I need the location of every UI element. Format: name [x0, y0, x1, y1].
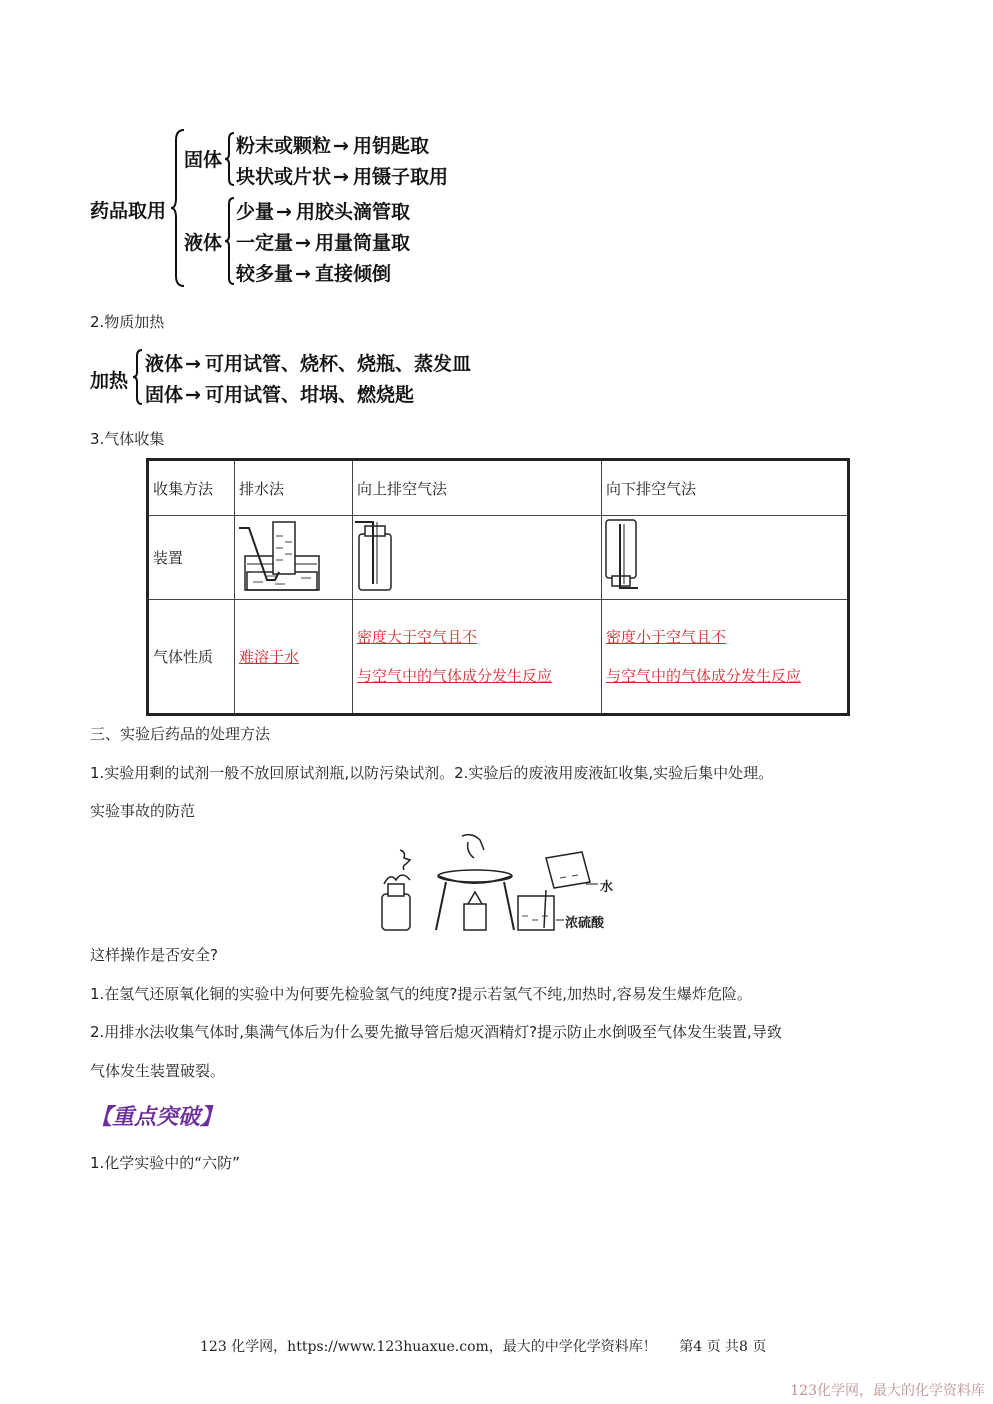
key-points-heading: 【重点突破】 — [90, 1105, 223, 1130]
downward-air-svg — [602, 516, 843, 595]
water-property: 难溶于水 — [239, 648, 300, 666]
arrow-icon: → — [295, 263, 311, 285]
liquid-label: 液体 — [184, 232, 223, 254]
safety-q2-line1: 2.用排水法收集气体时,集满气体后为什么要先撤导管后熄灭酒精灯?提示防止水倒吸至气体发生装置,导致 — [90, 1023, 782, 1041]
table-row-header — [148, 460, 849, 516]
solid-item-2: 块状或片状 → 用镊子取用 — [236, 166, 448, 188]
liquid-item-2: 一定量 → 用量筒量取 — [236, 232, 410, 254]
accident-figure — [376, 830, 626, 934]
arrow-icon: → — [295, 232, 311, 254]
solid-item-1: 粉末或颗粒 → 用钥匙取 — [236, 135, 429, 157]
liquid-item-3: 较多量 → 直接倾倒 — [236, 263, 391, 285]
upward-air-diagram — [353, 516, 602, 600]
key-points-item1: 1.化学实验中的“六防” — [90, 1154, 240, 1172]
arrow-icon: → — [333, 135, 349, 157]
solid-label: 固体 — [184, 149, 223, 171]
up-property-cell — [353, 600, 602, 715]
property-label: 气体性质 — [148, 600, 235, 715]
table-row-device — [148, 516, 849, 600]
liquid-brace — [224, 196, 236, 286]
down-property-cell — [602, 600, 849, 715]
water-displacement-svg — [235, 516, 350, 595]
safety-q2-line2: 气体发生装置破裂。 — [90, 1062, 226, 1080]
down-property-line2: 与空气中的气体成分发生反应 — [606, 666, 802, 685]
heating-brace — [132, 348, 144, 406]
solid-brace — [224, 131, 236, 187]
table-row-property — [148, 600, 849, 715]
header-cell: 收集方法 — [148, 460, 235, 516]
down-property-line1: 密度小于空气且不 — [606, 627, 727, 646]
arrow-icon: → — [185, 353, 201, 375]
gas-section-title: 3.气体收集 — [90, 430, 165, 448]
header-cell: 向上排空气法 — [353, 460, 602, 516]
heating-section-title: 2.物质加热 — [90, 313, 165, 331]
water-property-cell — [235, 600, 353, 715]
heating-item-solid: 固体 → 可用试管、坩埚、燃烧匙 — [145, 384, 414, 406]
arrow-icon: → — [333, 166, 349, 188]
label-concentrated-sulfuric-acid: 浓硫酸 — [565, 916, 605, 931]
heating-root: 加热 — [90, 370, 129, 392]
label-water: 水 — [600, 880, 614, 895]
drug-taking-root: 药品取用 — [90, 200, 167, 222]
watermark: 123化学网，最大的化学资料库 — [790, 1383, 985, 1399]
liquid-item-1: 少量 → 用胶头滴管取 — [236, 201, 410, 223]
section3-title: 三、实验后药品的处理方法 — [90, 725, 271, 743]
footer-text: 123 化学网，https://www.123huaxue.com，最大的中学化学资料库！ — [200, 1339, 657, 1355]
header-cell: 向下排空气法 — [602, 460, 849, 516]
upward-air-svg — [353, 516, 597, 595]
up-property-line1: 密度大于空气且不 — [357, 627, 478, 646]
arrow-icon: → — [276, 201, 292, 223]
page-footer — [200, 1336, 766, 1356]
gas-collection-table — [146, 458, 850, 716]
arrow-icon: → — [185, 384, 201, 406]
up-property-line2: 与空气中的气体成分发生反应 — [357, 666, 553, 685]
water-displacement-diagram — [235, 516, 353, 600]
section3-text: 1.实验用剩的试剂一般不放回原试剂瓶,以防污染试剂。2.实验后的废液用废液缸收集,实验后集中处理。 — [90, 764, 774, 782]
safety-q1: 1.在氢气还原氧化铜的实验中为何要先检验氢气的纯度?提示若氢气不纯,加热时,容易发生爆炸危险。 — [90, 985, 752, 1003]
heating-item-liquid: 液体 → 可用试管、烧杯、烧瓶、蒸发皿 — [145, 353, 471, 375]
downward-air-diagram — [602, 516, 849, 600]
device-label: 装置 — [148, 516, 235, 600]
safety-question: 这样操作是否安全? — [90, 946, 218, 964]
page-number: 第4 页 共8 页 — [679, 1339, 767, 1355]
header-cell: 排水法 — [235, 460, 353, 516]
accident-title: 实验事故的防范 — [90, 802, 196, 820]
